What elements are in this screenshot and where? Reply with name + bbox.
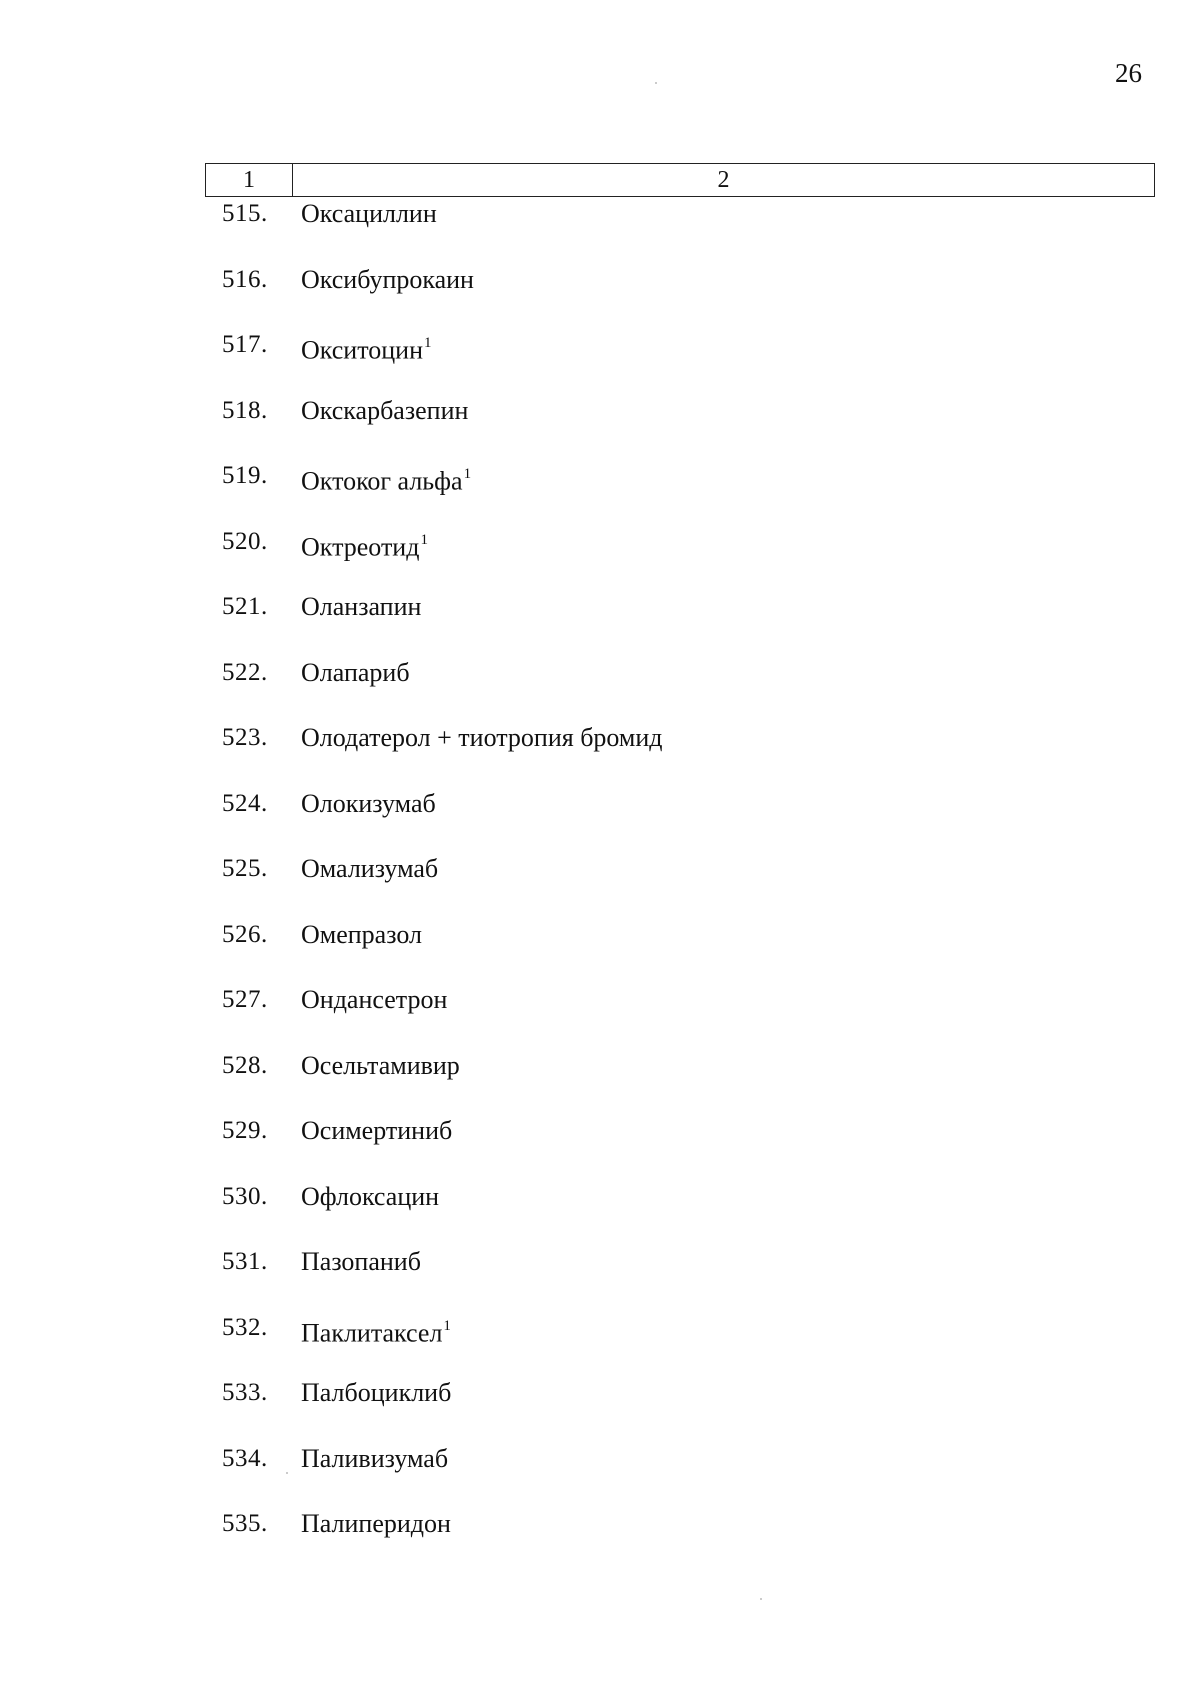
drug-name bbox=[301, 1311, 451, 1351]
drug-name bbox=[301, 1376, 451, 1410]
drug-name-text: Ондансетрон bbox=[301, 985, 448, 1014]
drug-name bbox=[301, 787, 436, 821]
footnote-marker: 1 bbox=[420, 531, 428, 548]
drug-name-text: Паклитаксел bbox=[301, 1318, 443, 1348]
list-item bbox=[0, 328, 1200, 394]
drug-name bbox=[301, 525, 428, 565]
list-item bbox=[0, 918, 1200, 984]
page-number: 26 bbox=[1115, 58, 1142, 88]
drug-name-text: Октреотид bbox=[301, 532, 420, 562]
drug-name-text: Палбоциклиб bbox=[301, 1378, 452, 1407]
drug-name-text: Олодатерол + тиотропия бромид bbox=[301, 723, 663, 752]
drug-name-text: Палиперидон bbox=[301, 1509, 451, 1538]
drug-name bbox=[301, 918, 422, 952]
table-header bbox=[205, 163, 1155, 197]
list-item bbox=[0, 1376, 1200, 1442]
list-item bbox=[0, 1442, 1200, 1508]
list-item bbox=[0, 197, 1200, 263]
list-item bbox=[0, 1049, 1200, 1115]
drug-name-text: Оксибупрокаин bbox=[301, 264, 474, 294]
drug-name-text: Олокизумаб bbox=[301, 788, 436, 818]
drug-name-text: Окситоцин bbox=[301, 335, 423, 365]
drug-name bbox=[301, 1049, 460, 1083]
drug-name-text: Осимертиниб bbox=[301, 1116, 453, 1145]
drug-name bbox=[301, 459, 471, 499]
item-number: 535. bbox=[222, 1510, 268, 1537]
scan-speck bbox=[286, 1472, 288, 1474]
item-number: 533. bbox=[222, 1379, 268, 1406]
scan-speck bbox=[655, 82, 657, 84]
item-number: 517. bbox=[222, 331, 268, 358]
list-item bbox=[0, 263, 1200, 329]
item-number: 523. bbox=[222, 724, 268, 751]
drug-name bbox=[301, 721, 663, 755]
drug-name bbox=[301, 328, 431, 368]
drug-name bbox=[301, 1180, 439, 1214]
list-item bbox=[0, 721, 1200, 787]
drug-name-text: Офлоксацин bbox=[301, 1181, 440, 1211]
item-number: 525. bbox=[222, 855, 268, 882]
drug-name bbox=[301, 1442, 448, 1476]
list-item bbox=[0, 1245, 1200, 1311]
list-item bbox=[0, 394, 1200, 460]
list-item bbox=[0, 1114, 1200, 1180]
drug-list bbox=[0, 197, 1200, 1573]
list-item bbox=[0, 525, 1200, 591]
drug-name-text: Октоког альфа bbox=[301, 466, 463, 496]
drug-name-text: Паливизумаб bbox=[301, 1443, 449, 1473]
item-number: 526. bbox=[222, 920, 268, 948]
drug-name-text: Олапариб bbox=[301, 657, 410, 687]
drug-name-text: Оланзапин bbox=[301, 592, 422, 621]
item-number: 529. bbox=[222, 1117, 268, 1144]
drug-name-text: Оксациллин bbox=[301, 199, 437, 228]
list-item bbox=[0, 459, 1200, 525]
item-number: 527. bbox=[222, 986, 268, 1013]
drug-name bbox=[301, 1507, 451, 1541]
item-number: 534. bbox=[222, 1444, 268, 1472]
drug-name-text: Омализумаб bbox=[301, 854, 439, 883]
column-header-2: 2 bbox=[717, 166, 730, 193]
list-item bbox=[0, 590, 1200, 656]
drug-name bbox=[301, 263, 474, 297]
column-header-1: 1 bbox=[206, 164, 293, 196]
item-number: 531. bbox=[222, 1248, 268, 1275]
item-number: 532. bbox=[222, 1313, 268, 1341]
item-number: 522. bbox=[222, 658, 268, 686]
drug-name bbox=[301, 1114, 452, 1148]
item-number: 520. bbox=[222, 527, 268, 555]
list-item bbox=[0, 852, 1200, 918]
drug-name bbox=[301, 394, 468, 428]
item-number: 519. bbox=[222, 462, 268, 489]
footnote-marker: 1 bbox=[463, 466, 472, 482]
list-item bbox=[0, 1507, 1200, 1573]
drug-name bbox=[301, 590, 421, 624]
drug-name-text: Осельтамивир bbox=[301, 1050, 460, 1080]
footnote-marker: 1 bbox=[423, 335, 432, 351]
drug-name bbox=[301, 656, 410, 690]
scan-speck bbox=[760, 1598, 762, 1600]
list-item bbox=[0, 1180, 1200, 1246]
drug-name bbox=[301, 197, 437, 231]
drug-name bbox=[301, 1245, 421, 1279]
drug-name-text: Омепразол bbox=[301, 919, 422, 949]
list-item bbox=[0, 983, 1200, 1049]
item-number: 530. bbox=[222, 1182, 268, 1210]
item-number: 524. bbox=[222, 789, 268, 817]
drug-name-text: Пазопаниб bbox=[301, 1247, 421, 1276]
list-item bbox=[0, 656, 1200, 722]
drug-name-text: Окскарбазепин bbox=[301, 395, 469, 425]
list-item bbox=[0, 1311, 1200, 1377]
item-number: 516. bbox=[222, 265, 268, 293]
item-number: 521. bbox=[222, 593, 268, 620]
drug-name bbox=[301, 852, 438, 886]
item-number: 518. bbox=[222, 396, 268, 424]
list-item bbox=[0, 787, 1200, 853]
item-number: 528. bbox=[222, 1051, 268, 1079]
footnote-marker: 1 bbox=[443, 1317, 451, 1334]
drug-name bbox=[301, 983, 447, 1017]
item-number: 515. bbox=[222, 200, 268, 227]
